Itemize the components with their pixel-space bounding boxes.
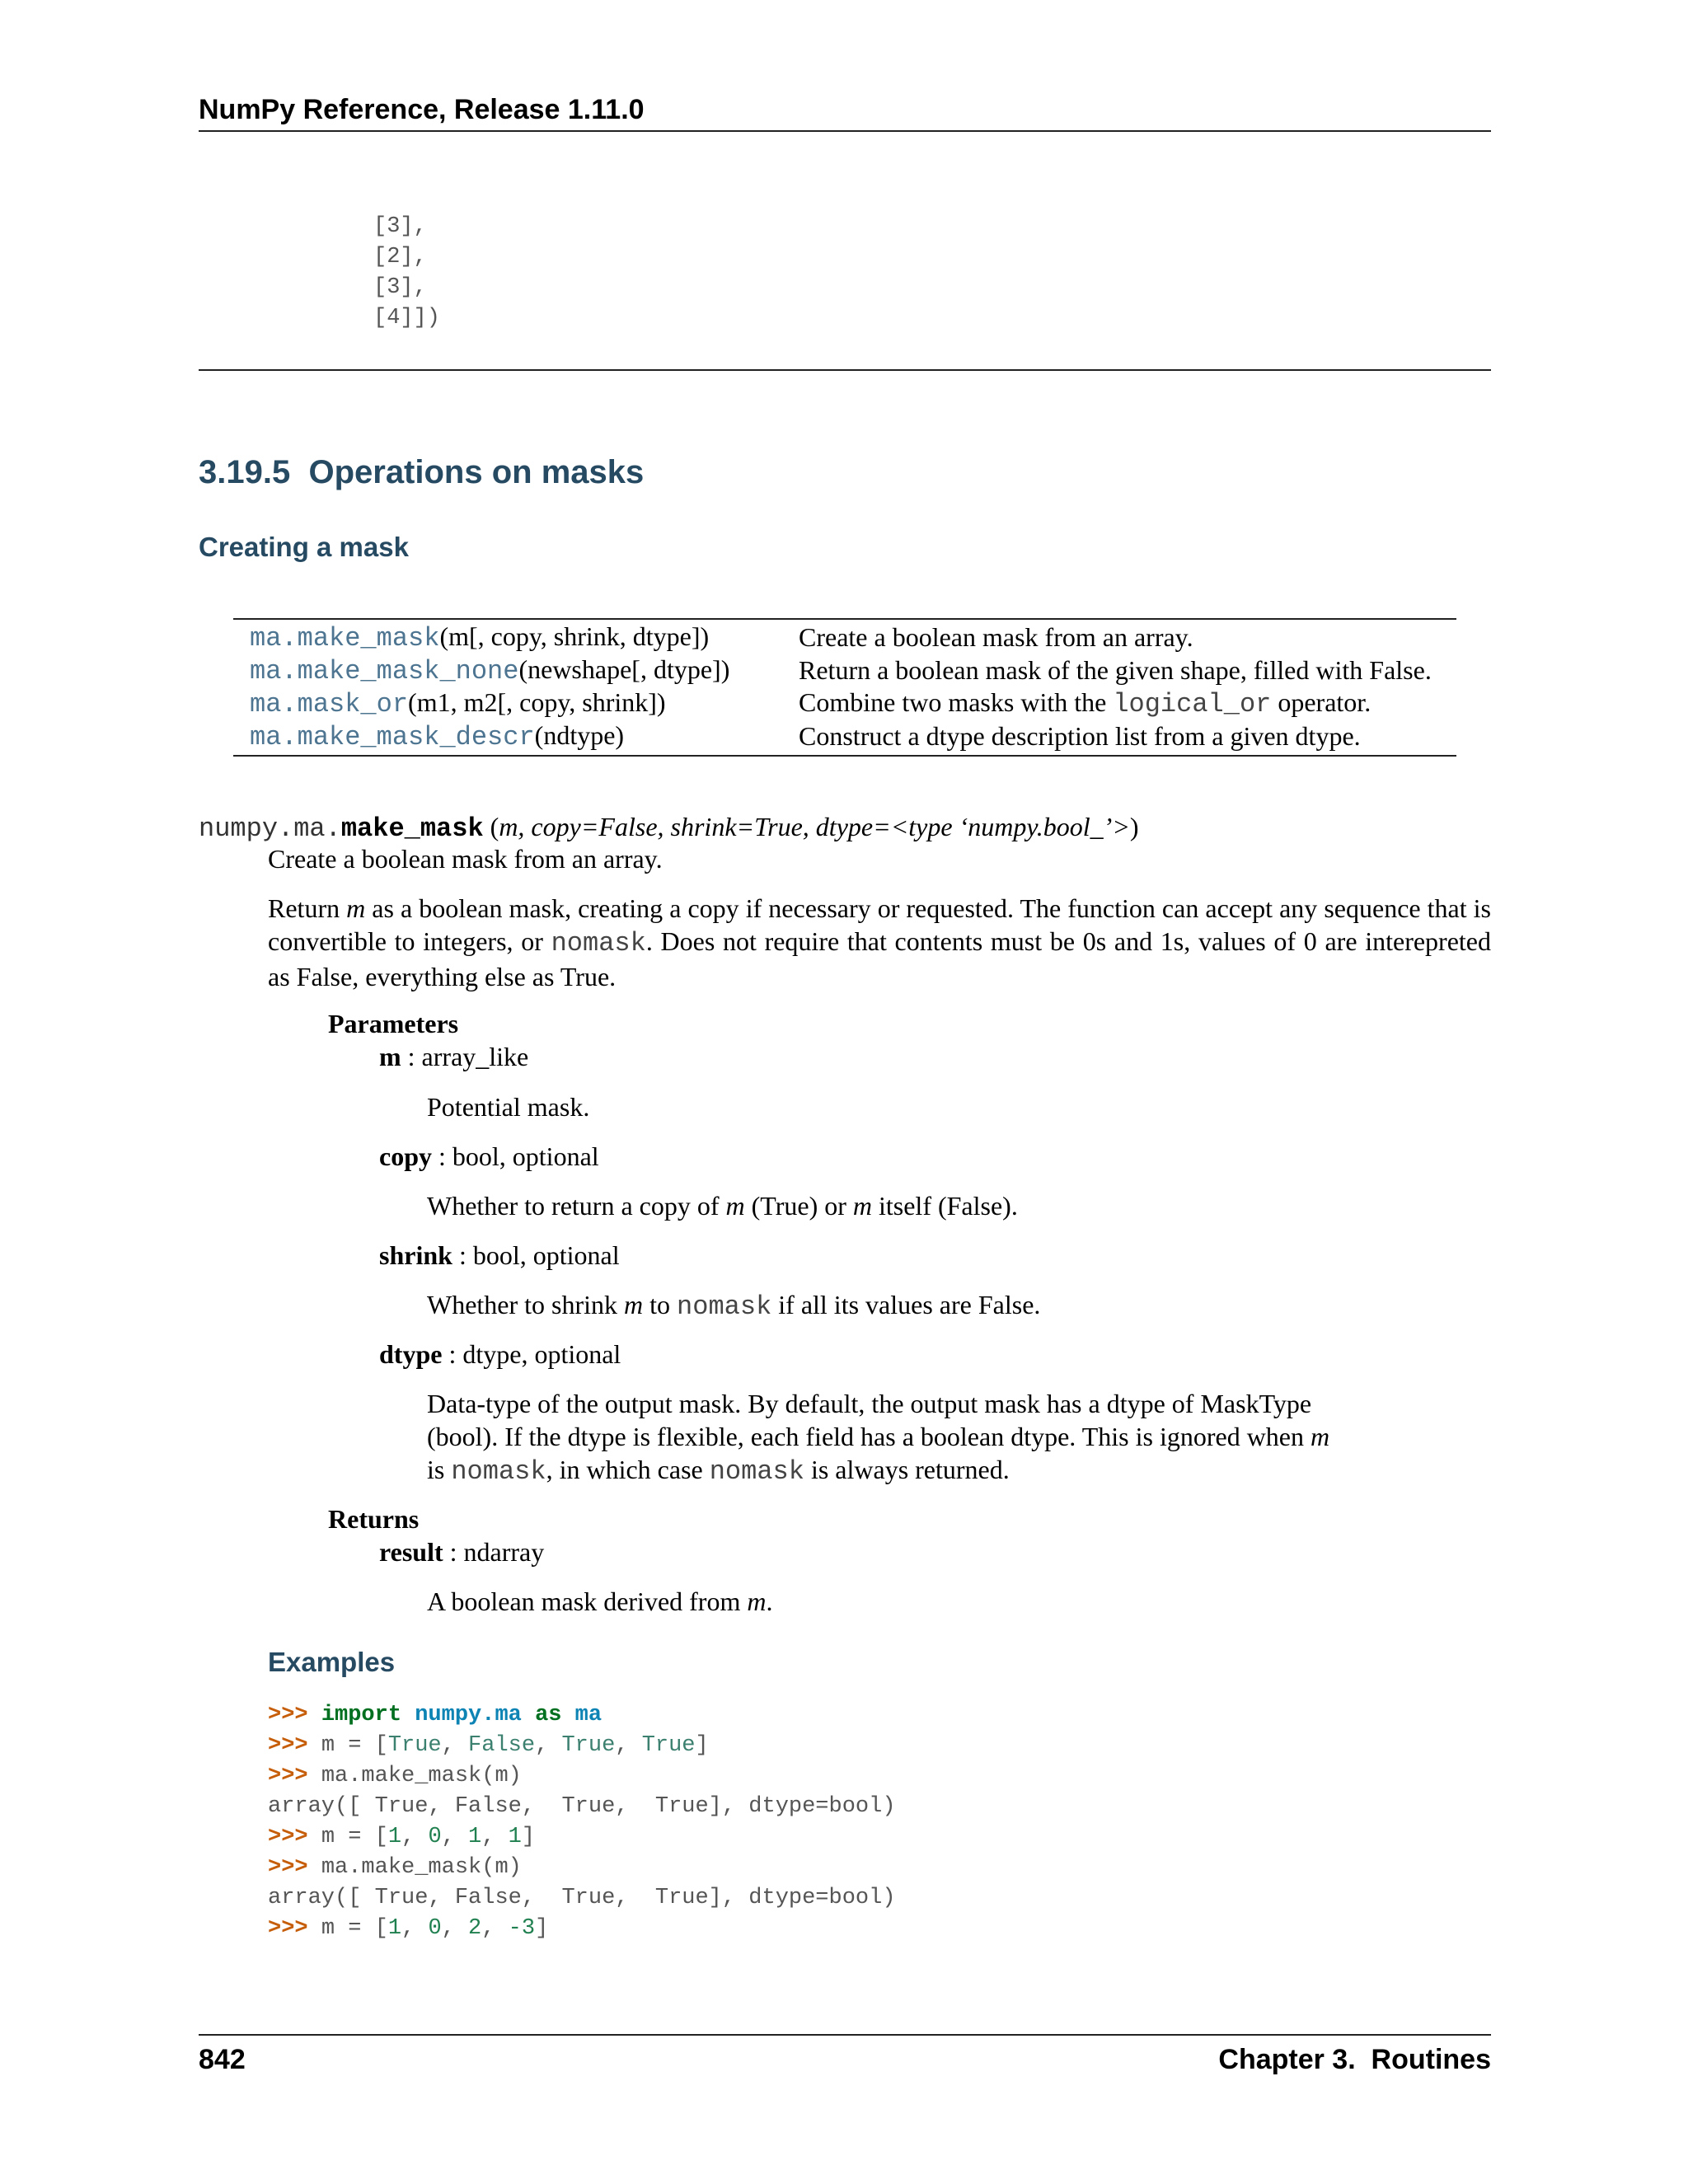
- code-text: ,: [441, 1733, 469, 1758]
- text: to: [643, 1290, 678, 1319]
- examples-heading: Examples: [268, 1647, 396, 1677]
- param-ref: m: [1311, 1422, 1330, 1451]
- table-cell-description: Construct a dtype description list from a given dtype.: [799, 720, 1361, 751]
- function-link[interactable]: ma.make_mask: [250, 622, 440, 654]
- prompt: >>>: [268, 1916, 321, 1941]
- param-name: dtype: [379, 1339, 443, 1369]
- text: if all its values are False.: [771, 1290, 1041, 1319]
- module-name: numpy.ma: [415, 1703, 522, 1727]
- code-text: ,: [401, 1916, 429, 1941]
- returns-label: Returns: [328, 1504, 420, 1534]
- subsection-heading: Creating a mask: [199, 532, 409, 562]
- code-text: ,: [481, 1916, 509, 1941]
- prompt: >>>: [268, 1825, 321, 1849]
- table-cell-description: Create a boolean mask from an array.: [799, 621, 1193, 652]
- function-signature: [199, 810, 1139, 846]
- code-text: m = [: [321, 1916, 388, 1941]
- section-title: Operations on masks: [308, 454, 645, 490]
- code-text: m = [: [321, 1825, 388, 1849]
- code-line: [268, 1853, 896, 1883]
- footer-rule: [199, 2034, 1491, 2036]
- param-m: [379, 1040, 528, 1073]
- code-line: [268, 1731, 896, 1761]
- code-output-line: array([ True, False, True, True], dtype=bool): [268, 1794, 896, 1819]
- table-row: [233, 687, 1432, 719]
- code-text: ,: [615, 1733, 642, 1758]
- examples-code-block: [268, 1700, 896, 1944]
- summary-line: Create a boolean mask from an array.: [268, 844, 663, 874]
- code-text: ma.make_mask(m): [321, 1764, 522, 1788]
- description-paragraph: [268, 892, 1491, 993]
- function-args: (m1, m2[, copy, shrink]): [408, 687, 666, 717]
- code-number: 1: [387, 1825, 402, 1849]
- param-dtype-desc: [427, 1387, 1329, 1488]
- param-shrink: [379, 1239, 620, 1272]
- code-number: -3: [508, 1916, 536, 1941]
- page-number: 842: [199, 2044, 246, 2075]
- code-text: ,: [535, 1733, 562, 1758]
- prompt: >>>: [268, 1764, 321, 1788]
- section-divider: [199, 369, 1491, 371]
- param-type: : array_like: [401, 1042, 529, 1071]
- table-cell-function: [233, 719, 799, 752]
- return-type: : ndarray: [443, 1537, 545, 1567]
- chapter-label: Chapter 3. Routines: [1218, 2044, 1491, 2075]
- parameters-label: Parameters: [328, 1009, 459, 1038]
- text: is always returned.: [804, 1455, 1010, 1484]
- text: itself (False).: [871, 1191, 1018, 1221]
- return-name: result: [379, 1537, 443, 1567]
- desc-text: Combine two masks with the: [799, 687, 1114, 717]
- code-text: ,: [401, 1825, 429, 1849]
- signature-close-paren: ): [1129, 812, 1139, 841]
- code-line: [268, 1822, 896, 1853]
- signature-module: numpy.ma.: [199, 813, 341, 844]
- table-cell-function: [233, 654, 799, 687]
- function-link[interactable]: ma.make_mask_descr: [250, 721, 535, 752]
- table-row: [233, 719, 1432, 752]
- function-args: (m[, copy, shrink, dtype]): [439, 621, 710, 651]
- code-text: ,: [441, 1825, 469, 1849]
- code-text: ,: [481, 1825, 509, 1849]
- text: . Does not require that contents must be 0s and 1s, values of 0 are interepreted as False, everything else as True.: [268, 926, 1492, 991]
- param-name: shrink: [379, 1240, 452, 1270]
- prev-code-block: [373, 212, 440, 334]
- param-type: : bool, optional: [432, 1141, 599, 1171]
- param-name: copy: [379, 1141, 432, 1171]
- prompt: >>>: [268, 1855, 321, 1880]
- code-const: True: [641, 1733, 696, 1758]
- code-line: [268, 1761, 896, 1792]
- param-name: m: [379, 1042, 401, 1071]
- return-result: [379, 1535, 544, 1568]
- code-line: [3],: [373, 214, 427, 239]
- desc-line: [427, 1453, 1329, 1488]
- text: Whether to return a copy of: [427, 1191, 726, 1221]
- signature-params: m, copy=False, shrink=True, dtype=<type ‘numpy.bool_’>: [499, 812, 1130, 841]
- inline-code: nomask: [677, 1291, 772, 1322]
- signature-open-paren: (: [490, 812, 499, 841]
- text: as a boolean mask, creating a copy if necessary or requested. The function can accept any sequence that is convertible to integers, or: [268, 893, 1492, 956]
- table-row: [233, 621, 1432, 654]
- inline-code: nomask: [709, 1456, 804, 1487]
- function-link[interactable]: ma.make_mask_none: [250, 655, 519, 687]
- code-text: ]: [695, 1733, 709, 1758]
- code-number: 0: [428, 1825, 442, 1849]
- text: (bool). If the dtype is flexible, each field has a boolean dtype. This is ignored when: [427, 1422, 1311, 1451]
- function-link[interactable]: ma.mask_or: [250, 688, 409, 719]
- desc-line: Data-type of the output mask. By default, the output mask has a dtype of MaskType: [427, 1389, 1312, 1418]
- param-shrink-desc: [427, 1288, 1040, 1324]
- param-ref: m: [852, 1191, 872, 1221]
- code-number: 1: [468, 1825, 482, 1849]
- inline-code: nomask: [451, 1456, 546, 1487]
- param-m-desc: Potential mask.: [427, 1092, 590, 1122]
- signature-name: make_mask: [340, 813, 484, 844]
- return-result-desc: [427, 1585, 772, 1618]
- section-heading: [199, 454, 644, 491]
- table-row: [233, 654, 1432, 687]
- code-const: True: [387, 1733, 442, 1758]
- param-copy-desc: [427, 1189, 1018, 1222]
- code-text: ma.make_mask(m): [321, 1855, 522, 1880]
- code-text: ]: [535, 1916, 549, 1941]
- code-number: 1: [387, 1916, 402, 1941]
- code-const: True: [561, 1733, 616, 1758]
- param-type: : dtype, optional: [442, 1339, 621, 1369]
- code-const: False: [468, 1733, 536, 1758]
- code-line: [268, 1914, 896, 1944]
- header-rule: [199, 130, 1491, 132]
- keyword: as: [535, 1703, 562, 1727]
- text: .: [766, 1586, 773, 1616]
- param-copy: [379, 1140, 599, 1173]
- code-line: [268, 1700, 896, 1731]
- code-line: [3],: [373, 275, 427, 300]
- keyword: import: [321, 1703, 402, 1727]
- text: Whether to shrink: [427, 1290, 625, 1319]
- desc-line: [427, 1420, 1329, 1453]
- text: , in which case: [546, 1455, 710, 1484]
- code-output-line: array([ True, False, True, True], dtype=bool): [268, 1886, 896, 1910]
- text: A boolean mask derived from: [427, 1586, 748, 1616]
- table-cell-description: [799, 687, 1432, 719]
- section-number: 3.19.5: [199, 454, 291, 490]
- param-dtype: [379, 1338, 621, 1371]
- page-header-title: NumPy Reference, Release 1.11.0: [199, 94, 645, 125]
- param-ref: m: [747, 1586, 767, 1616]
- table-cell-description: Return a boolean mask of the given shape, filled with False.: [799, 654, 1432, 685]
- code-number: 1: [508, 1825, 522, 1849]
- desc-text: operator.: [1271, 687, 1372, 717]
- code-line: [2],: [373, 245, 427, 269]
- summary-table: [233, 618, 1456, 757]
- table-cell-function: [233, 621, 799, 654]
- code-text: m = [: [321, 1733, 388, 1758]
- param-ref: m: [346, 893, 366, 923]
- param-type: : bool, optional: [452, 1240, 620, 1270]
- table-cell-function: [233, 687, 799, 719]
- code-number: 2: [468, 1916, 482, 1941]
- code-line: [4]]): [373, 306, 441, 330]
- inline-code: nomask: [551, 928, 646, 958]
- param-ref: m: [624, 1290, 644, 1319]
- prompt: >>>: [268, 1703, 321, 1727]
- text: (True) or: [744, 1191, 853, 1221]
- function-args: (ndtype): [534, 719, 625, 750]
- inline-code: logical_or: [1113, 688, 1272, 719]
- code-text: ,: [441, 1916, 469, 1941]
- module-name: ma: [574, 1703, 603, 1727]
- param-ref: m: [725, 1191, 745, 1221]
- text: Return: [268, 893, 347, 923]
- prompt: >>>: [268, 1733, 321, 1758]
- text: is: [427, 1455, 452, 1484]
- function-args: (newshape[, dtype]): [518, 654, 730, 684]
- code-number: 0: [428, 1916, 442, 1941]
- code-text: ]: [521, 1825, 536, 1849]
